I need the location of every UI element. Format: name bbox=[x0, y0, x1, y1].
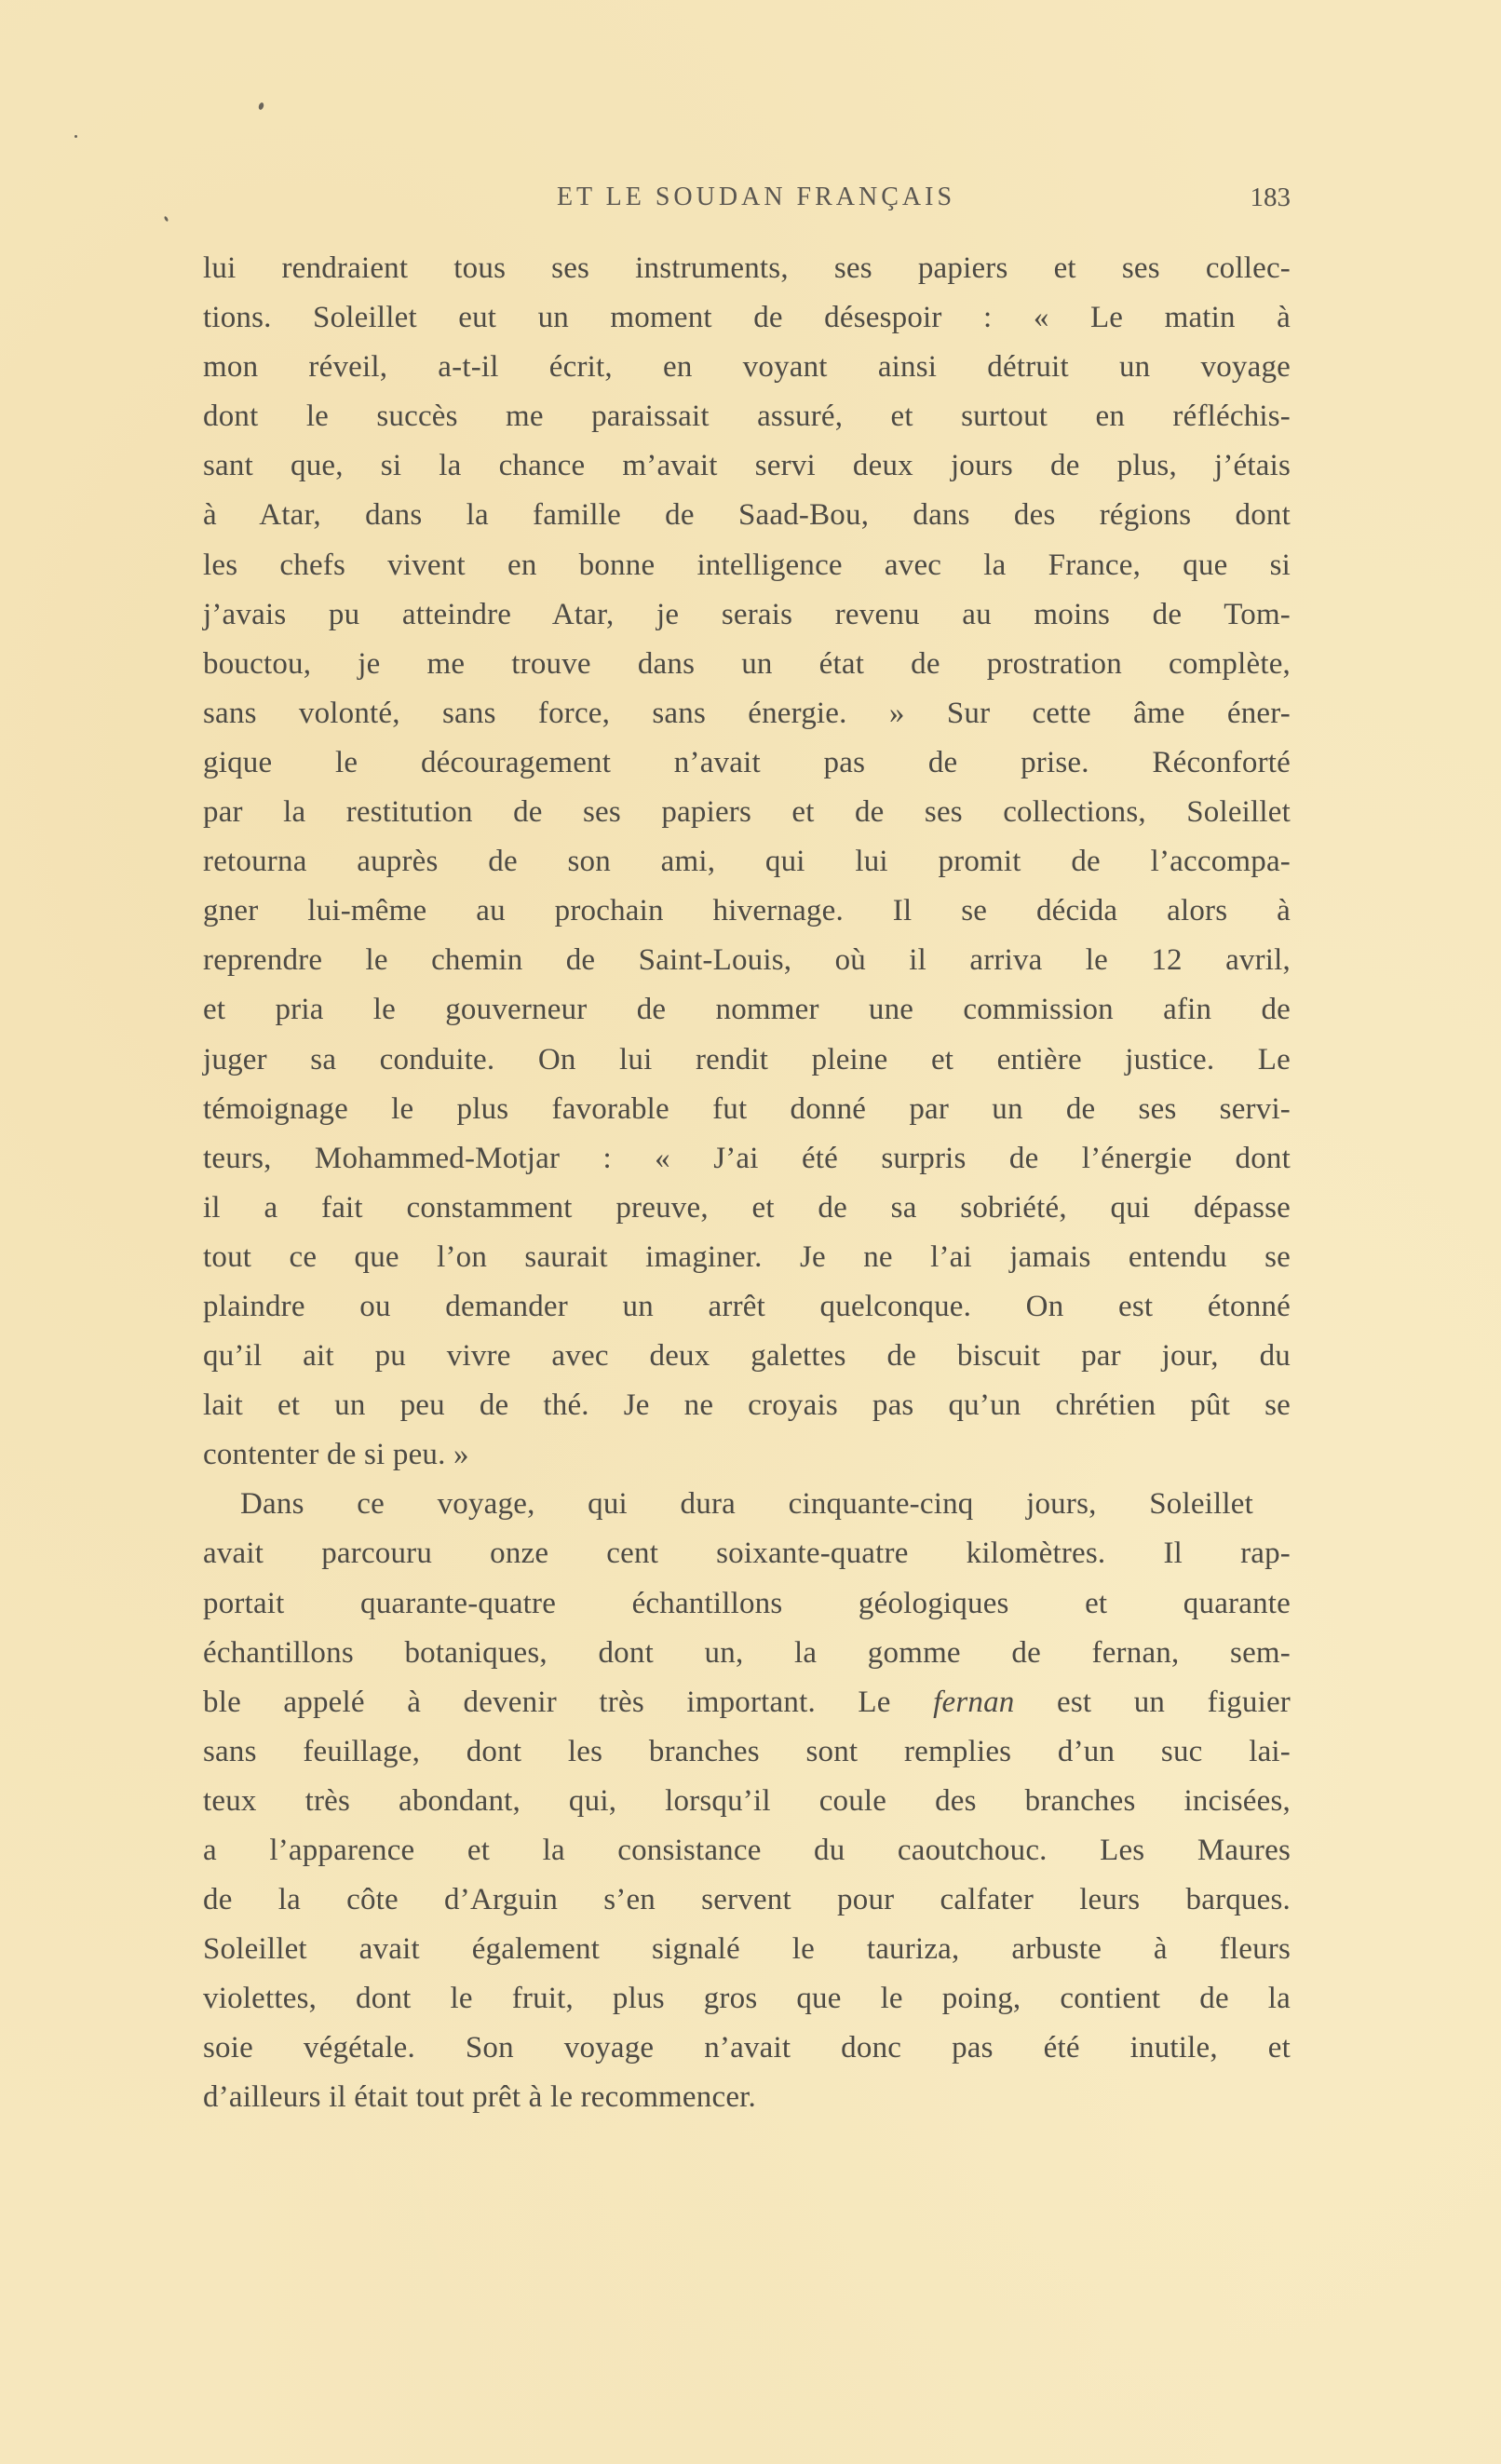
text-line: violettes, dont le fruit, plus gros que le poing, contient de la bbox=[203, 1982, 1291, 2016]
text-line: il a fait constamment preuve, et de sa sobriété, qui dépasse bbox=[203, 1190, 1291, 1225]
paragraph-start-line: Dans ce voyage, qui dura cinquante-cinq jours, Soleillet bbox=[240, 1487, 1253, 1522]
text-line: teurs, Mohammed-Motjar : « J’ai été surpris de l’énergie dont bbox=[203, 1141, 1291, 1175]
text-line: tout ce que l’on saurait imaginer. Je ne l’ai jamais entendu se bbox=[203, 1239, 1291, 1274]
text-line: bouctou, je me trouve dans un état de prostration complète, bbox=[203, 646, 1291, 681]
paper-speck bbox=[74, 135, 77, 138]
text-line: échantillons botaniques, dont un, la gomme de fernan, sem- bbox=[203, 1635, 1291, 1670]
page-number: 183 bbox=[1250, 183, 1291, 212]
paper-speck bbox=[258, 102, 264, 110]
text-line: de la côte d’Arguin s’en servent pour calfater leurs barques. bbox=[203, 1883, 1291, 1917]
text-line: retourna auprès de son ami, qui lui promit de l’accompa- bbox=[203, 845, 1291, 879]
text-line: par la restitution de ses papiers et de ses collections, Soleillet bbox=[203, 795, 1291, 830]
running-title: ET LE SOUDAN FRANÇAIS bbox=[556, 183, 956, 211]
text-line: à Atar, dans la famille de Saad-Bou, dans des régions dont bbox=[203, 498, 1291, 533]
text-run: est un figuier bbox=[1014, 1685, 1291, 1719]
text-line: les chefs vivent en bonne intelligence avec la France, que si bbox=[203, 548, 1291, 582]
text-line: teux très abondant, qui, lorsqu’il coule des branches incisées, bbox=[203, 1783, 1291, 1818]
text-line: dont le succès me paraissait assuré, et surtout en réfléchis- bbox=[203, 399, 1291, 434]
text-line: reprendre le chemin de Saint-Louis, où il arriva le 12 avril, bbox=[203, 943, 1291, 978]
text-line: gner lui-même au prochain hivernage. Il se décida alors à bbox=[203, 894, 1291, 928]
text-line: qu’il ait pu vivre avec deux galettes de biscuit par jour, du bbox=[203, 1339, 1291, 1374]
text-line: plaindre ou demander un arrêt quelconque. On est étonné bbox=[203, 1289, 1291, 1323]
text-line: j’avais pu atteindre Atar, je serais revenu au moins de Tom- bbox=[203, 597, 1291, 631]
text-line: témoignage le plus favorable fut donné par un de ses servi- bbox=[203, 1091, 1291, 1126]
running-head bbox=[203, 183, 1291, 223]
text-line: portait quarante-quatre échantillons géologiques et quarante bbox=[203, 1586, 1291, 1620]
text-run: ble appelé à devenir très important. Le bbox=[203, 1685, 934, 1719]
body-text bbox=[203, 244, 1291, 2123]
paragraph-end-line: d’ailleurs il était tout prêt à le recommencer. bbox=[203, 2080, 756, 2115]
text-line: lui rendraient tous ses instruments, ses papiers et ses collec- bbox=[203, 251, 1291, 285]
paper-speck bbox=[164, 216, 169, 223]
italic-term-fernan: fernan bbox=[933, 1685, 1015, 1719]
text-line: mon réveil, a-t-il écrit, en voyant ainsi détruit un voyage bbox=[203, 350, 1291, 385]
text-line: gique le découragement n’avait pas de prise. Réconforté bbox=[203, 745, 1291, 779]
text-line: et pria le gouverneur de nommer une commission afin de bbox=[203, 993, 1291, 1027]
text-line: avait parcouru onze cent soixante-quatre kilomètres. Il rap- bbox=[203, 1537, 1291, 1571]
text-line: tions. Soleillet eut un moment de désespoir : « Le matin à bbox=[203, 301, 1291, 335]
text-line: soie végétale. Son voyage n’avait donc pas été inutile, et bbox=[203, 2031, 1291, 2065]
text-line: sant que, si la chance m’avait servi deux jours de plus, j’étais bbox=[203, 449, 1291, 483]
text-line: lait et un peu de thé. Je ne croyais pas qu’un chrétien pût se bbox=[203, 1388, 1291, 1423]
text-line: Soleillet avait également signalé le tauriza, arbuste à fleurs bbox=[203, 1932, 1291, 1967]
text-line: juger sa conduite. On lui rendit pleine et entière justice. Le bbox=[203, 1042, 1291, 1076]
text-line: sans volonté, sans force, sans énergie. » Sur cette âme éner- bbox=[203, 696, 1291, 730]
paragraph-end-line: contenter de si peu. » bbox=[203, 1438, 469, 1472]
text-line: sans feuillage, dont les branches sont remplies d’un suc lai- bbox=[203, 1734, 1291, 1768]
text-line bbox=[203, 1678, 1291, 1727]
text-line: a l’apparence et la consistance du caoutchouc. Les Maures bbox=[203, 1834, 1291, 1867]
